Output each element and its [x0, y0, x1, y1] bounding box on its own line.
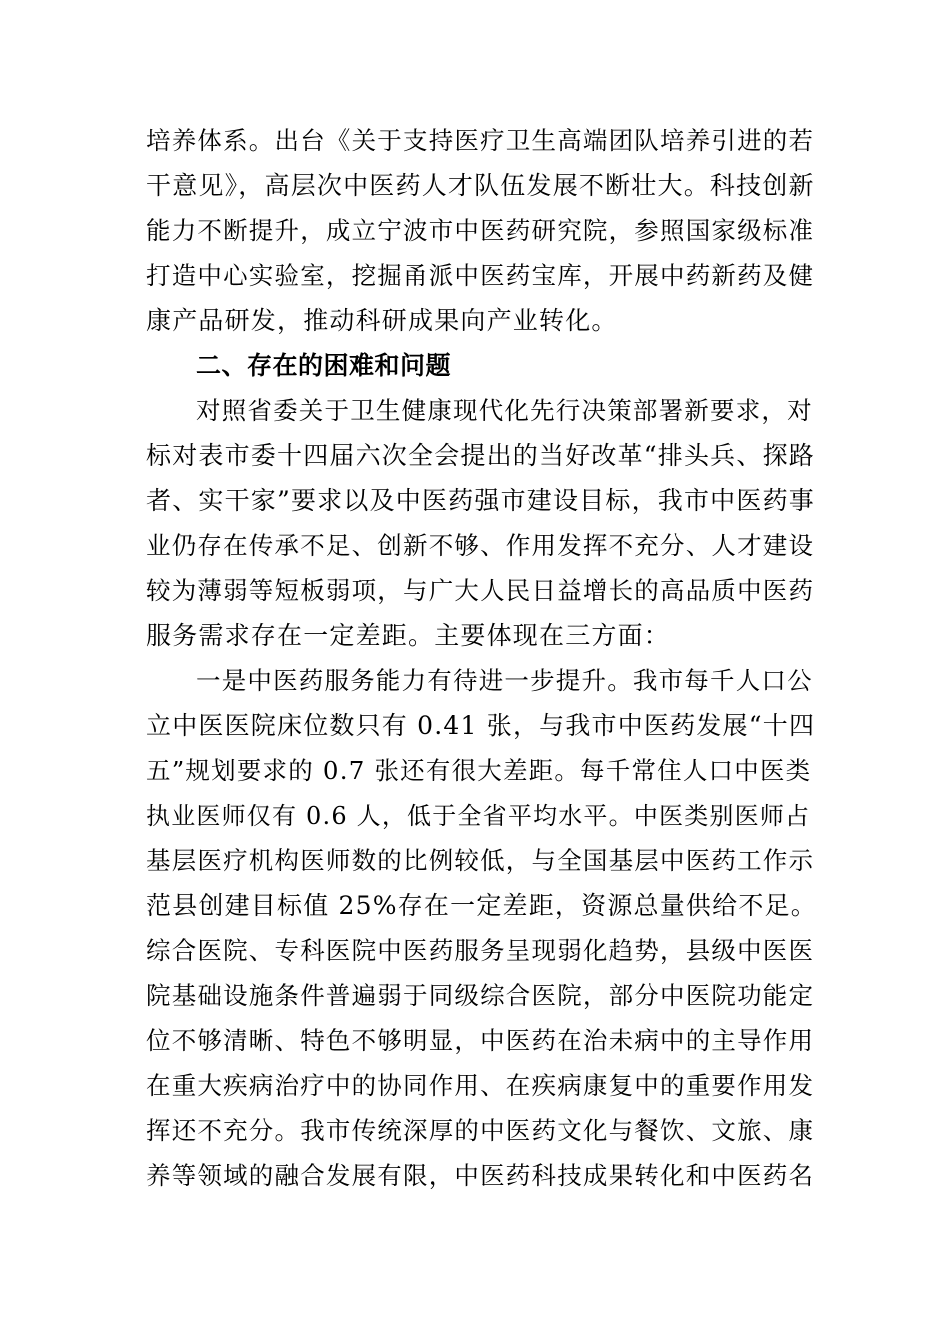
- paragraph-line: 挥还不充分。我市传统深厚的中医药文化与餐饮、文旅、康: [146, 1116, 815, 1145]
- paragraph-line: 综合医院、专科医院中医药服务呈现弱化趋势，县级中医医: [146, 936, 815, 965]
- paragraph-line: 康产品研发，推动科研成果向产业转化。: [146, 306, 618, 335]
- paragraph-line: 基层医疗机构医师数的比例较低，与全国基层中医药工作示: [146, 846, 815, 875]
- paragraph-line: 者、实干家”要求以及中医药强市建设目标，我市中医药事: [146, 486, 815, 515]
- paragraph-line: 打造中心实验室，挖掘甬派中医药宝库，开展中药新药及健: [146, 261, 815, 290]
- paragraph-line: 在重大疾病治疗中的协同作用、在疾病康复中的重要作用发: [146, 1071, 815, 1100]
- paragraph-line: 五”规划要求的 0.7 张还有很大差距。每千常住人口中医类: [146, 756, 812, 785]
- paragraph-line: 较为薄弱等短板弱项，与广大人民日益增长的高品质中医药: [146, 576, 815, 605]
- paragraph-line: 养等领域的融合发展有限，中医药科技成果转化和中医药名: [146, 1161, 815, 1190]
- paragraph-line: 位不够清晰、特色不够明显，中医药在治未病中的主导作用: [146, 1026, 815, 1055]
- paragraph-line: 能力不断提升，成立宁波市中医药研究院，参照国家级标准: [146, 216, 815, 245]
- paragraph-line: 范县创建目标值 25%存在一定差距，资源总量供给不足。: [146, 891, 817, 920]
- paragraph-line: 执业医师仅有 0.6 人，低于全省平均水平。中医类别医师占: [146, 802, 811, 830]
- paragraph-line: 业仍存在传承不足、创新不够、作用发挥不充分、人才建设: [146, 531, 815, 560]
- paragraph-line: 院基础设施条件普遍弱于同级综合医院，部分中医院功能定: [146, 981, 815, 1010]
- section-heading: 二、存在的困难和问题: [196, 351, 452, 380]
- paragraph-line: 培养体系。出台《关于支持医疗卫生高端团队培养引进的若: [146, 126, 815, 155]
- paragraph-line: 立中医医院床位数只有 0.41 张，与我市中医药发展“十四: [146, 711, 816, 740]
- paragraph-line: 对照省委关于卫生健康现代化先行决策部署新要求，对: [196, 396, 813, 425]
- paragraph-line: 标对表市委十四届六次全会提出的当好改革“排头兵、探路: [146, 441, 815, 470]
- paragraph-line: 一是中医药服务能力有待进一步提升。我市每千人口公: [196, 666, 813, 695]
- paragraph-line: 干意见》，高层次中医药人才队伍发展不断壮大。科技创新: [146, 171, 815, 200]
- paragraph-line: 服务需求存在一定差距。主要体现在三方面：: [146, 621, 671, 650]
